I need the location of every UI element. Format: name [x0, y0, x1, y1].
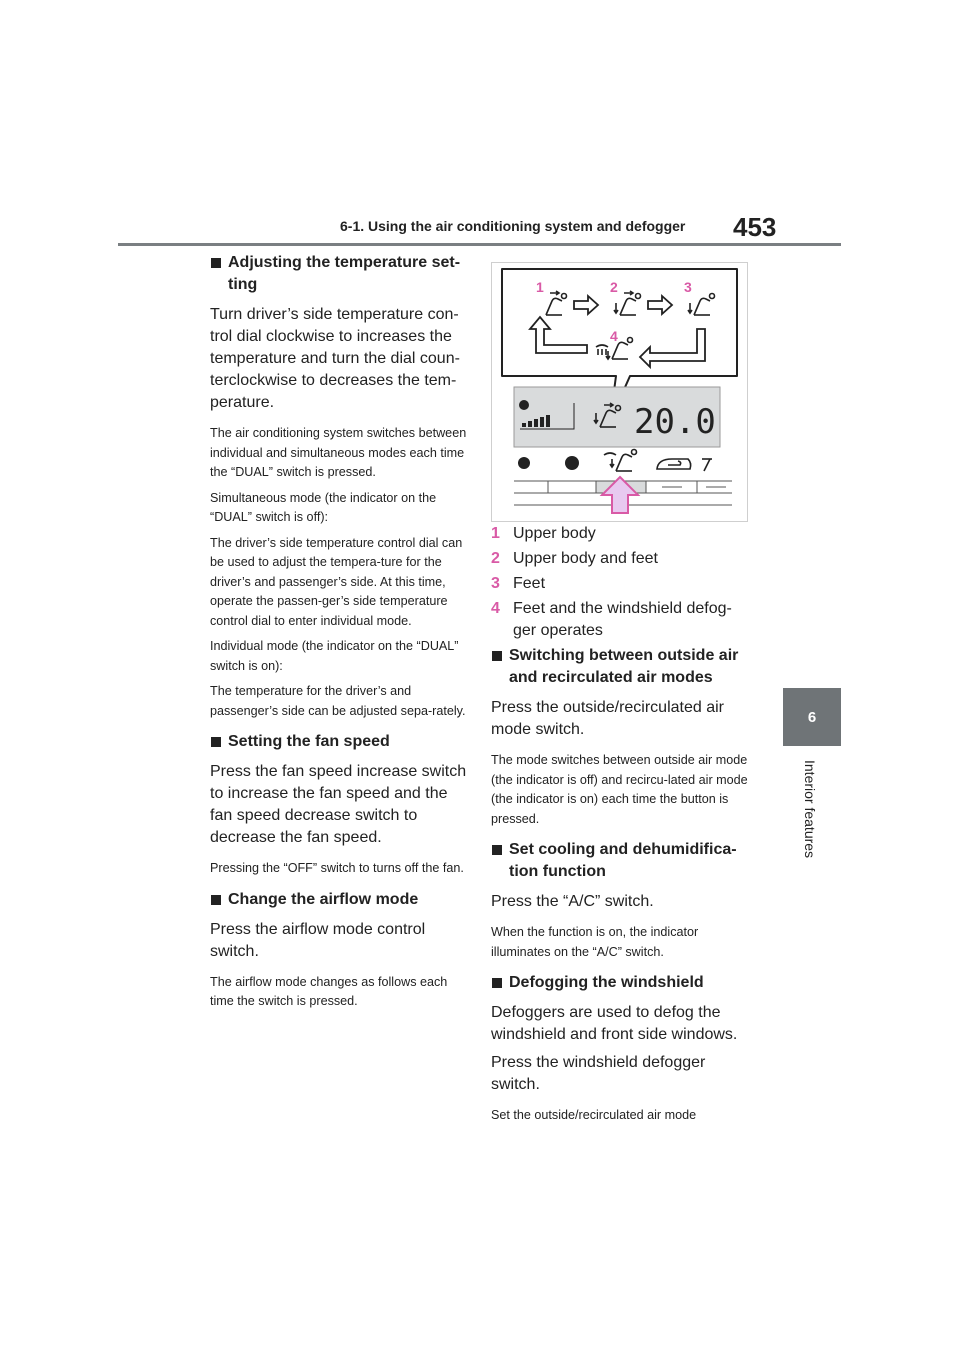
defog-body-1: Defoggers are used to defog the windshield and front side windows. — [491, 1004, 738, 1043]
airflow-heading: Change the airflow mode — [210, 889, 470, 911]
temp-body: Turn driver’s side temperature con-trol dial clockwise to increases the temperature and turn the dial coun-terclockwise to decreases the tem-perature. — [210, 306, 460, 411]
defog-heading: Defogging the windshield — [491, 972, 751, 994]
right-column — [491, 523, 751, 1132]
callout-4: 4 — [610, 328, 618, 344]
fan-note: Pressing the “OFF” switch to turns off the fan. — [210, 861, 464, 875]
fan-body: Press the fan speed increase switch to increase the fan speed and the fan speed decrease switch to decrease the fan speed. — [210, 763, 467, 846]
airflow-note: The airflow mode changes as follows each time the switch is pressed. — [210, 974, 448, 1008]
fan-up-icon — [565, 456, 579, 470]
outside-air-heading: Switching between outside air and recirculated air modes — [491, 645, 751, 689]
chapter-number: 6 — [807, 708, 817, 726]
chapter-label: Interior features — [802, 760, 818, 859]
temp-note-4: Individual mode (the indicator on the “DUAL” switch is on): — [210, 639, 459, 673]
chapter-tab[interactable] — [783, 688, 841, 746]
ac-heading: Set cooling and dehumidifica-tion function — [491, 839, 751, 883]
temp-note-3: The driver’s side temperature control dial can be used to adjust the tempera-ture for the driver’s and passenger’s side. At this time, operate the passen-ger’s side temperature control dial to enter individual mode. — [210, 535, 463, 628]
button-icons — [518, 456, 579, 470]
callout-3: 3 — [684, 279, 692, 295]
ac-body: Press the “A/C” switch. — [491, 893, 654, 910]
defog-note: Set the outside/recirculated air mode — [491, 1108, 697, 1122]
outside-air-note: The mode switches between outside air mode (the indicator is off) and recircu-lated air mode (the indicator is on) each time the button is pressed. — [491, 753, 748, 826]
legend-item: 4 Feet and the windshield defog-ger operates — [491, 600, 732, 639]
section-title: 6-1. Using the air conditioning system and defogger — [340, 218, 686, 234]
temp-note-2: Simultaneous mode (the indicator on the “DUAL” switch is off): — [210, 490, 437, 524]
legend-item: 2 Upper body and feet — [491, 550, 658, 567]
defog-body-2: Press the windshield defogger switch. — [491, 1054, 706, 1093]
left-column — [210, 252, 470, 1018]
airflow-diagram — [492, 263, 747, 521]
callout-1: 1 — [536, 279, 544, 295]
recirculation-icon — [657, 459, 691, 469]
header-rule — [118, 243, 841, 246]
lcd-fan-icon — [519, 400, 529, 410]
fan-heading: Setting the fan speed — [210, 731, 470, 753]
airflow-figure — [491, 262, 748, 522]
temp-note-1: The air conditioning system switches between individual and simultaneous modes each time the “DUAL” switch is pressed. — [210, 426, 467, 479]
legend-item: 1 Upper body — [491, 525, 596, 542]
fan-down-icon — [518, 457, 530, 469]
airflow-mode-button-icon — [604, 450, 637, 472]
outside-air-body: Press the outside/recirculated air mode switch. — [491, 699, 724, 738]
temp-note-5: The temperature for the driver’s and passenger’s side can be adjusted sepa-rately. — [210, 684, 466, 718]
legend-item: 3 Feet — [491, 575, 546, 592]
ac-note: When the function is on, the indicator illuminates on the “A/C” switch. — [491, 925, 699, 959]
page-number: 453 — [733, 212, 777, 242]
airflow-body: Press the airflow mode control switch. — [210, 920, 426, 960]
callout-2: 2 — [610, 279, 618, 295]
temp-heading: Adjusting the temperature set-ting — [210, 252, 470, 296]
legend-list — [491, 523, 751, 642]
ac-icon — [702, 459, 712, 471]
lcd-temperature: 20.0 — [634, 402, 716, 442]
